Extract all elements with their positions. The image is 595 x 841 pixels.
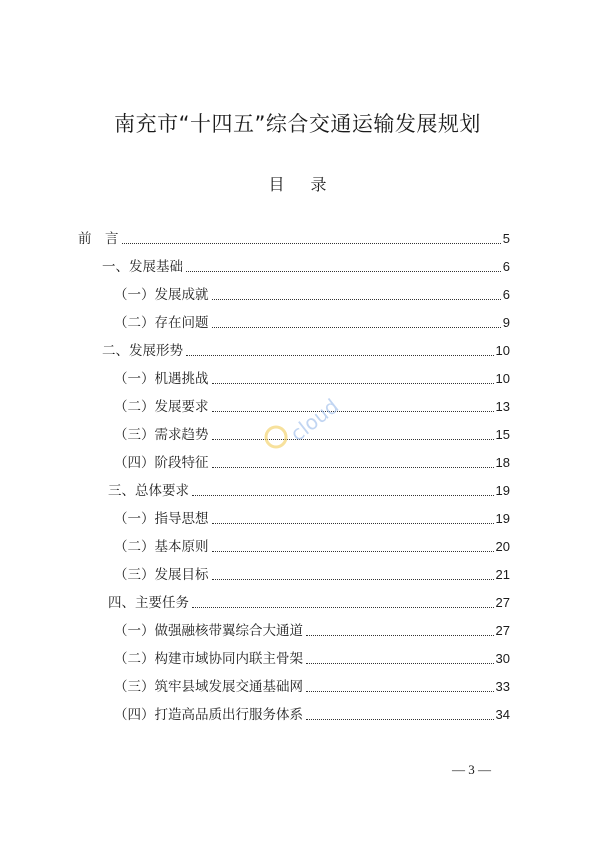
- toc-entry-label: 二、发展形势: [102, 343, 183, 359]
- toc-entry-section-4-1[interactable]: [114, 620, 510, 642]
- toc-heading-right: 录: [310, 175, 327, 194]
- toc-entry-label: 一、发展基础: [102, 259, 183, 275]
- toc-entry-section-3-1[interactable]: [114, 508, 510, 530]
- toc-leader: [186, 271, 501, 272]
- page-footer-number: — 3 —: [452, 762, 491, 777]
- toc-entry-label: （二）发展要求: [114, 399, 209, 415]
- toc-leader: [186, 355, 494, 356]
- toc-leader: [306, 635, 494, 636]
- toc-heading-left: 目: [268, 175, 285, 194]
- toc-leader: [122, 243, 501, 244]
- watermark-text: cloud: [285, 393, 344, 447]
- toc-entry-page: 27: [495, 595, 510, 610]
- toc-entry-page: 10: [495, 343, 510, 358]
- toc-entry-section-3-2[interactable]: [114, 536, 510, 558]
- toc-entry-page: 20: [495, 539, 510, 554]
- toc-entry-label: （一）发展成就: [114, 287, 209, 303]
- toc-leader: [212, 579, 494, 580]
- toc-leader: [212, 523, 494, 524]
- toc-entry-section-3[interactable]: [108, 480, 510, 502]
- toc-entry-page: 27: [495, 623, 510, 638]
- toc-leader: [212, 467, 494, 468]
- toc-entry-label: （二）存在问题: [114, 315, 209, 331]
- toc-leader: [212, 411, 494, 412]
- toc-leader: [212, 383, 494, 384]
- toc-entry-section-1-1[interactable]: [114, 284, 510, 306]
- toc-entry-label: （三）需求趋势: [114, 427, 209, 443]
- toc-entry-section-4-4[interactable]: [114, 704, 510, 726]
- toc-entry-section-2-4[interactable]: [114, 452, 510, 474]
- toc-leader: [212, 327, 501, 328]
- toc-entry-section-4-2[interactable]: [114, 648, 510, 670]
- toc-entry-label: （三）筑牢县域发展交通基础网: [114, 679, 303, 695]
- toc-entry-page: 6: [502, 259, 510, 274]
- toc-entry-label: （四）阶段特征: [114, 455, 209, 471]
- toc-leader: [192, 495, 494, 496]
- toc-entry-label: （四）打造高品质出行服务体系: [114, 707, 303, 723]
- toc-entry-section-4[interactable]: [108, 592, 510, 614]
- toc-entry-page: 30: [495, 651, 510, 666]
- toc-entry-page: 10: [495, 371, 510, 386]
- toc-entry-label: （三）发展目标: [114, 567, 209, 583]
- toc-entry-label: （一）机遇挑战: [114, 371, 209, 387]
- toc-entry-section-4-3[interactable]: [114, 676, 510, 698]
- toc-entry-label: （二）构建市域协同内联主骨架: [114, 651, 303, 667]
- toc-entry-page: 5: [502, 231, 510, 246]
- toc-entry-preface[interactable]: [78, 228, 510, 250]
- toc-entry-page: 6: [502, 287, 510, 302]
- toc-entry-label: 四、主要任务: [108, 595, 189, 611]
- toc-entry-label: （一）指导思想: [114, 511, 209, 527]
- toc-entry-label: 三、总体要求: [108, 483, 189, 499]
- toc-entry-section-3-3[interactable]: [114, 564, 510, 586]
- document-title: 南充市“十四五”综合交通运输发展规划: [114, 112, 481, 136]
- toc-entry-section-2[interactable]: [102, 340, 510, 362]
- toc-leader: [212, 551, 494, 552]
- cloud-watermark-logo: [258, 385, 348, 455]
- toc-entry-page: 21: [495, 567, 510, 582]
- toc-heading: [0, 172, 595, 195]
- watermark-circle-icon: [266, 427, 286, 447]
- toc-entry-page: 18: [495, 455, 510, 470]
- toc-leader: [306, 719, 494, 720]
- toc-entry-section-1-2[interactable]: [114, 312, 510, 334]
- toc-entry-label: （二）基本原则: [114, 539, 209, 555]
- toc-entry-page: 19: [495, 483, 510, 498]
- toc-entry-page: 9: [502, 315, 510, 330]
- toc-entry-label: （一）做强融核带翼综合大通道: [114, 623, 303, 639]
- toc-entry-page: 13: [495, 399, 510, 414]
- toc-entry-page: 19: [495, 511, 510, 526]
- toc-entry-label: 前 言: [78, 231, 119, 247]
- toc-leader: [212, 439, 494, 440]
- toc-entry-page: 34: [495, 707, 510, 722]
- toc-entry-section-1[interactable]: [102, 256, 510, 278]
- toc-entry-page: 33: [495, 679, 510, 694]
- toc-leader: [306, 691, 494, 692]
- toc-leader: [306, 663, 494, 664]
- toc-entry-page: 15: [495, 427, 510, 442]
- toc-leader: [212, 299, 501, 300]
- toc-leader: [192, 607, 494, 608]
